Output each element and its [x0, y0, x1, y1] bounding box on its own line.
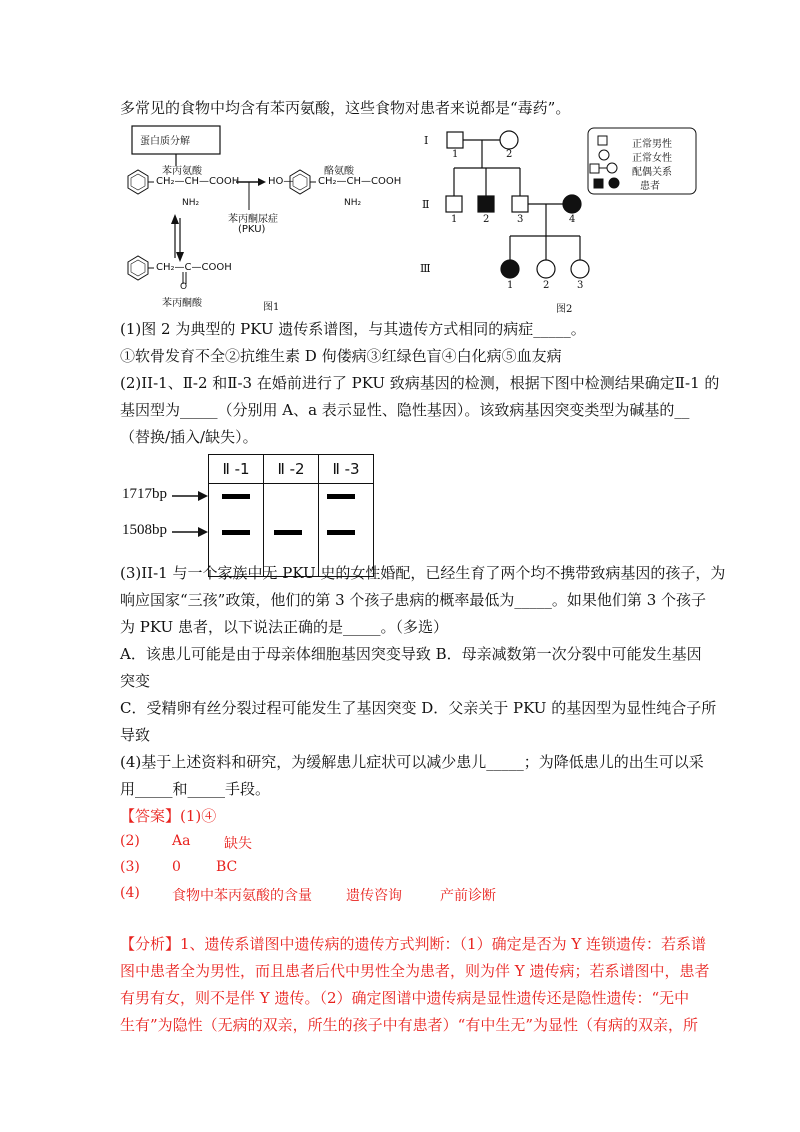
pedigree-III1 [501, 260, 519, 278]
legend-normal-male: 正常男性 [632, 139, 672, 150]
III2-num: 2 [543, 280, 550, 291]
ketone-name: 苯丙酮酸 [162, 298, 202, 309]
q2-line2: 基因型为_____（分别用 A、a 表示显性、隐性基因）。该致病基因突变类型为碱基的__ [120, 401, 690, 419]
band-II3-1717 [327, 494, 355, 499]
I1-num: 1 [452, 149, 459, 160]
band-II1-1717 [222, 494, 250, 499]
answer-4-b: 遗传咨询 [346, 888, 402, 904]
q3-option-D-cont: 导致 [120, 726, 151, 744]
pedigree-III3 [571, 260, 589, 278]
phe-nh2: NH₂ [182, 198, 200, 208]
pedigree-II4 [563, 195, 581, 213]
q1-line1: (1)图 2 为典型的 PKU 遗传系谱图，与其遗传方式相同的病症_____。 [120, 320, 586, 338]
gel-table [208, 454, 374, 577]
band-II3-1508 [327, 530, 355, 535]
bp-1508-label: 1508bp [122, 522, 167, 538]
analysis-line2: 图中患者全为男性，而且患者后代中男性全为患者，则为伴 Y 遗传病；若系谱图中，患者 [120, 962, 710, 980]
gel-header-II1: Ⅱ -1 [209, 455, 264, 484]
legend-patient: 患者 [640, 181, 660, 192]
band-II2-1508 [274, 530, 302, 535]
answer-2-num: (2) [120, 833, 140, 849]
answer-4-a: 食物中苯丙氨酸的含量 [172, 888, 312, 904]
q2-line3: （替换/插入/缺失）。 [120, 428, 258, 446]
answer-4-c: 产前诊断 [440, 888, 496, 904]
q4-line2: 用_____和_____手段。 [120, 780, 271, 798]
gel-header-II2: Ⅱ -2 [264, 455, 319, 484]
q3-line3: 为 PKU 患者，以下说法正确的是_____。（多选） [120, 618, 448, 636]
answer-tag: 【答案】(1)④ [120, 807, 217, 825]
pedigree-II1 [446, 196, 462, 212]
q2-line1: (2)II-1、Ⅱ-2 和Ⅱ-3 在婚前进行了 PKU 致病基因的检测，根据下图中检测结果确定Ⅱ-1 的 [120, 374, 720, 392]
pku-abbr: (PKU) [238, 224, 266, 235]
figure-2-caption: 图2 [556, 304, 573, 315]
q4-line1: (4)基于上述资料和研究，为缓解患儿症状可以减少患儿_____；为降低患儿的出生可以采 [120, 753, 704, 771]
q3-option-B-cont: 突变 [120, 672, 151, 690]
pedigree-I2 [500, 131, 518, 149]
ketone-chain: CH₂—C—COOH [156, 262, 232, 273]
intro-text: 多常见的食物中均含有苯丙氨酸，这些食物对患者来说都是“毒药”。 [120, 99, 571, 117]
answer-3-a: 0 [172, 859, 181, 875]
III3-num: 3 [577, 280, 584, 291]
analysis-line3: 有男有女，则不是伴 Y 遗传。（2）确定图谱中遗传病是显性遗传还是隐性遗传：“无中 [120, 989, 690, 1007]
phe-chain: CH₂—CH—COOH [156, 176, 240, 187]
gen-III-label: Ⅲ [420, 262, 431, 275]
II1-num: 1 [451, 214, 458, 225]
q3-option-AB: A．该患儿可能是由于母亲体细胞基因突变导致 B．母亲减数第一次分裂中可能发生基因 [120, 645, 702, 663]
pedigree-II3 [512, 196, 528, 212]
figure-2 [420, 124, 700, 320]
gel-header-II3: Ⅱ -3 [319, 455, 374, 484]
II3-num: 3 [517, 214, 524, 225]
legend-marriage: 配偶关系 [632, 167, 672, 178]
III1-num: 1 [507, 280, 514, 291]
analysis-line4: 生有”为隐性（无病的双亲，所生的孩子中有患者）“有中生无”为显性（有病的双亲，所 [120, 1016, 699, 1034]
figure-1-caption: 图1 [263, 302, 280, 313]
q3-line2: 响应国家“三孩”政策，他们的第 3 个孩子患病的概率最低为_____。如果他们第 3 个孩子 [120, 591, 706, 609]
figure-1 [118, 124, 408, 314]
box-label: 蛋白质分解 [140, 136, 190, 147]
pedigree-I1 [447, 132, 463, 148]
pedigree-II2 [478, 196, 494, 212]
tyr-chain: CH₂—CH—COOH [318, 176, 402, 187]
q1-options: ①软骨发育不全②抗维生素 D 佝偻病③红绿色盲④白化病⑤血友病 [120, 347, 562, 365]
bp-arrows [170, 484, 210, 544]
gen-II-label: Ⅱ [422, 198, 430, 211]
pedigree-III2 [537, 260, 555, 278]
II4-num: 4 [569, 214, 576, 225]
tyr-oh: HO— [268, 176, 294, 187]
pku-label: 苯丙酮尿症 [228, 214, 278, 225]
q3-option-CD: C．受精卵有丝分裂过程可能发生了基因突变 D．父亲关于 PKU 的基因型为显性纯合子所 [120, 699, 717, 717]
I2-num: 2 [506, 149, 513, 160]
tyr-name: 酪氨酸 [324, 166, 354, 177]
legend-normal-female: 正常女性 [632, 153, 672, 164]
bp-1717-label: 1717bp [122, 486, 167, 502]
analysis-line1: 【分析】1、遗传系谱图中遗传病的遗传方式判断：（1）确定是否为 Y 连锁遗传：若系谱 [120, 935, 707, 953]
II2-num: 2 [483, 214, 490, 225]
tyr-nh2: NH₂ [344, 198, 362, 208]
answer-4-num: (4) [120, 885, 140, 901]
phe-name: 苯丙氨酸 [162, 166, 202, 177]
q3-line1: (3)II-1 与一个家族中无 PKU 史的女性婚配，已经生育了两个均不携带致病基因的孩子，为 [120, 564, 726, 582]
ketone-o: O [180, 282, 188, 292]
answer-3-b: BC [216, 859, 238, 875]
answer-3-num: (3) [120, 859, 140, 875]
answer-2-a: Aa [172, 833, 191, 849]
band-II1-1508 [222, 530, 250, 535]
answer-2-b: 缺失 [224, 836, 252, 852]
gen-I-label: I [424, 134, 429, 147]
